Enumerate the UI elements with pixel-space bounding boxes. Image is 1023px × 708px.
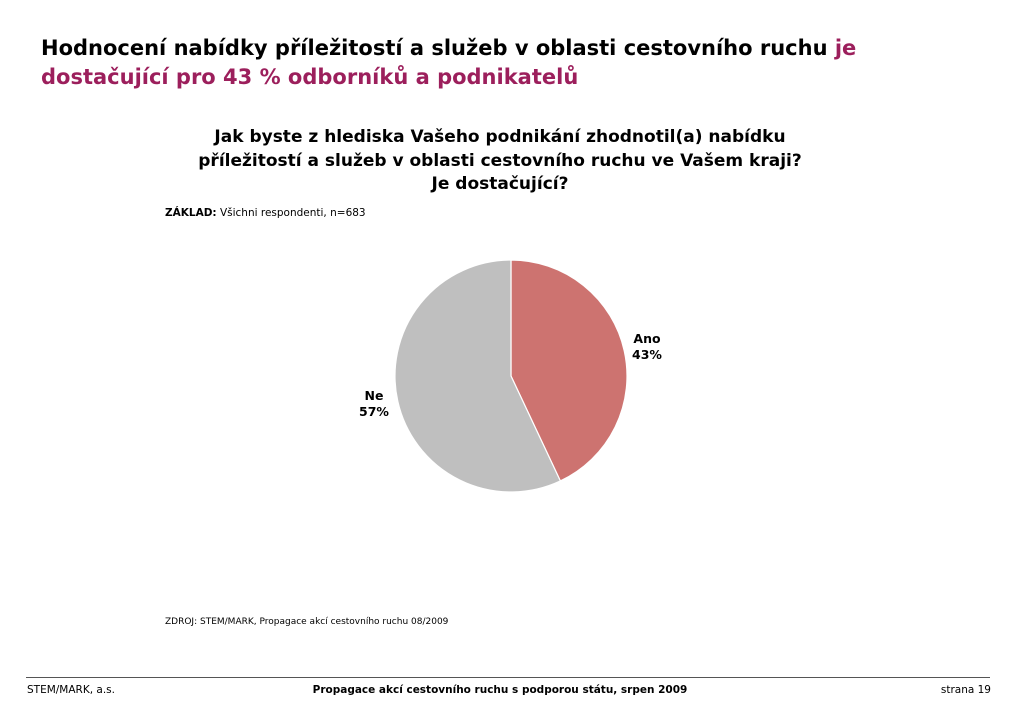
footer-divider	[26, 677, 990, 678]
page-title	[41, 34, 991, 92]
slice-label-ne: Ne	[364, 388, 384, 403]
chart-question-line-3: Je dostačující?	[431, 174, 569, 194]
source-note: ZDROJ: STEM/MARK, Propagace akcí cestovního ruchu 08/2009	[165, 617, 449, 627]
chart-question-line-1: Jak byste z hlediska Vašeho podnikání zhodnotil(a) nabídku	[214, 127, 786, 147]
footer-report-title: Propagace akcí cestovního ruchu s podporou státu, srpen 2009	[312, 684, 688, 696]
footer-company: STEM/MARK, a.s.	[27, 684, 115, 696]
chart-question	[150, 126, 850, 197]
basis-label: ZÁKLAD:	[165, 207, 217, 219]
slice-value-ne: 57%	[359, 404, 389, 419]
footer-page-number: strana 19	[940, 684, 991, 696]
page-title-main: Hodnocení nabídky příležitostí a služeb v oblasti cestovního ruchu	[41, 36, 828, 60]
basis-text: Všichni respondenti, n=683	[219, 207, 366, 219]
respondent-basis	[165, 207, 366, 219]
page-title-highlight: je dostačující pro 43 % odborníků a podnikatelů	[41, 36, 857, 89]
pie-slice-ne	[395, 260, 560, 492]
pie-labels	[359, 331, 662, 419]
slice-label-ano: Ano	[633, 331, 661, 346]
slice-value-ano: 43%	[632, 347, 662, 362]
chart-question-line-2: příležitostí a služeb v oblasti cestovního ruchu ve Vašem kraji?	[198, 150, 802, 171]
pie-slices	[395, 260, 627, 492]
pie-slice-ano	[511, 260, 627, 481]
